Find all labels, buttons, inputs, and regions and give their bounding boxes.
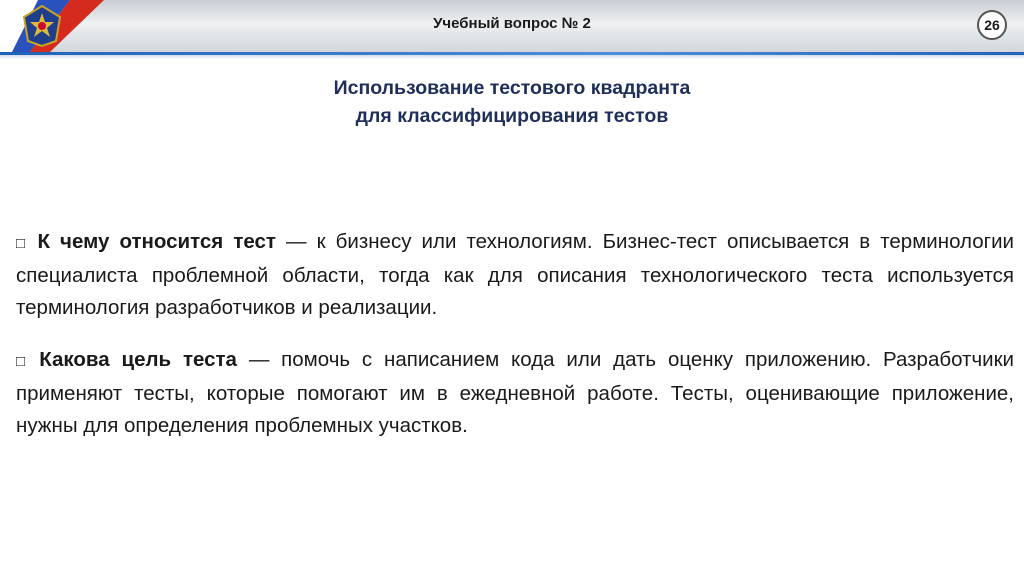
paragraph-text: — к бизнесу или технологиям. Бизнес-тест описывается в терминологии специалиста проблемной области, тогда как для описания технологического теста используется терминология разработчиков и реализации. — [16, 230, 1014, 319]
paragraph-test-category — [16, 226, 1014, 324]
paragraph-lead: К чему относится тест — [37, 230, 276, 253]
header-title: Учебный вопрос № 2 — [433, 15, 591, 32]
paragraph-text: — помочь с написанием кода или дать оценку приложению. Разработчики применяют тесты, которые помогают им в ежедневной работе. Тесты, оценивающие приложение, нужны для определения проблемных участков. — [16, 348, 1014, 437]
slide-title-line-1: Использование тестового квадранта — [333, 77, 691, 99]
square-bullet-icon: □ — [16, 353, 32, 370]
square-bullet-icon: □ — [16, 235, 30, 252]
slide-content — [16, 226, 1014, 462]
header-bar — [0, 0, 1024, 52]
slide-title — [0, 74, 1024, 130]
slide-title-line-2: для классифицирования тестов — [355, 105, 669, 127]
paragraph-lead: Какова цель теста — [39, 348, 237, 371]
page-number-badge: 26 — [977, 10, 1007, 40]
header-shadow — [0, 55, 1024, 59]
paragraph-test-purpose — [16, 344, 1014, 442]
